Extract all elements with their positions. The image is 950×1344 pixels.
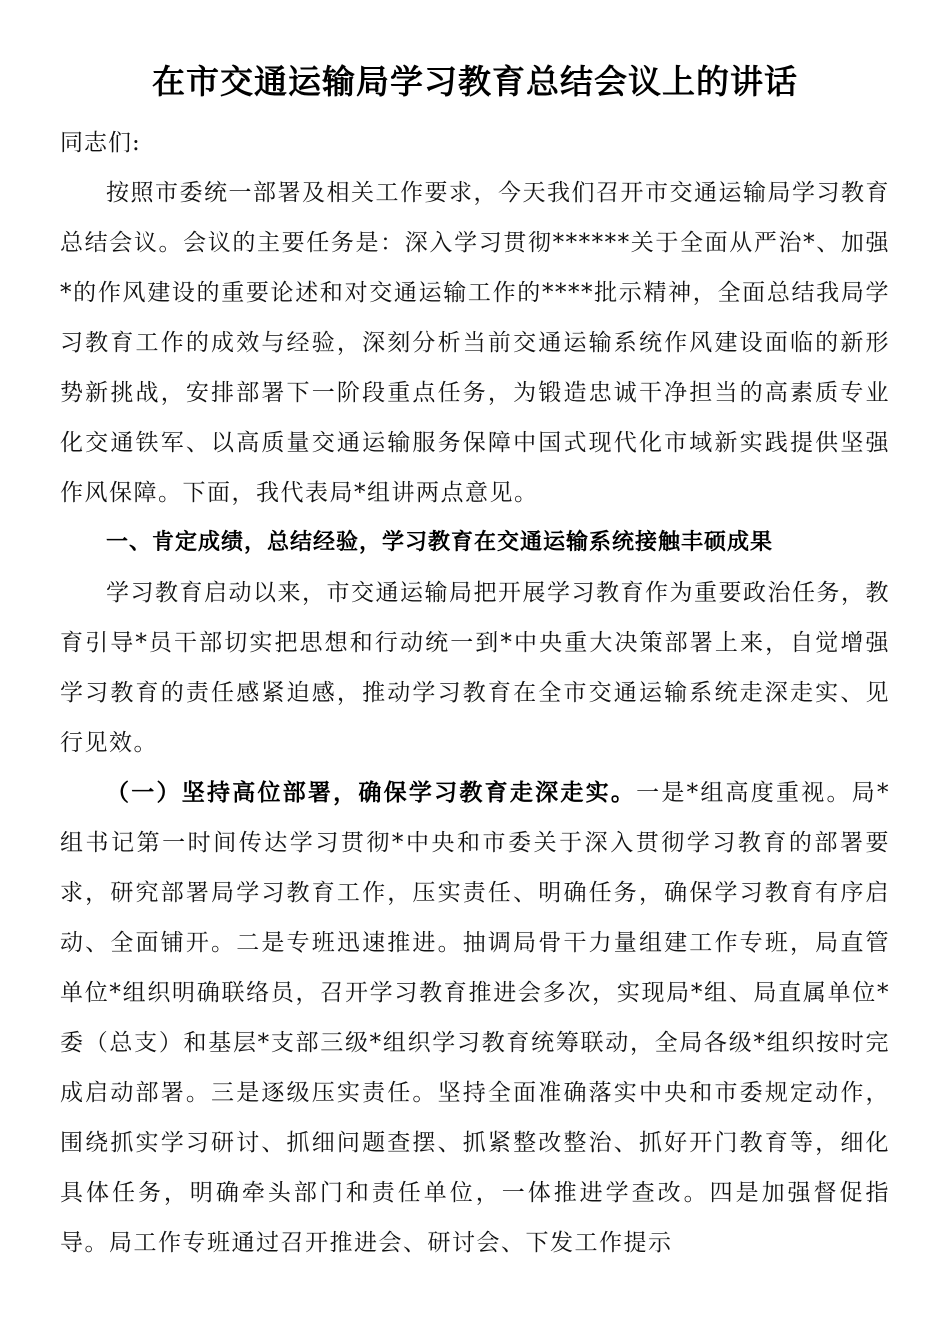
section-1-intro-paragraph: 学习教育启动以来，市交通运输局把开展学习教育作为重要政治任务，教育引导*员干部切实把思想和行动统一到*中央重大决策部署上来，自觉增强学习教育的责任感紧迫感，推动学习教育在全市交通运输系统走深走实、见行见效。 xyxy=(60,580,890,756)
intro-paragraph: 按照市委统一部署及相关工作要求，今天我们召开市交通运输局学习教育总结会议。会议的主要任务是：深入学习贯彻******关于全面从严治*、加强*的作风建设的重要论述和对交通运输工作的****批示精神，全面总结我局学习教育工作的成效与经验，深刻分析当前交通运输系统作风建设面临的新形势新挑战，安排部署下一阶段重点任务，为锻造忠诚干净担当的高素质专业化交通铁军、以高质量交通运输服务保障中国式现代化市域新实践提供坚强作风保障。下面，我代表局*组讲两点意见。 xyxy=(60,180,890,506)
subsection-1-body: 一是*组高度重视。局*组书记第一时间传达学习贯彻*中央和市委关于深入贯彻学习教育的部署要求，研究部署局学习教育工作，压实责任、明确任务，确保学习教育有序启动、全面铺开。二是专班迅速推进。抽调局骨干力量组建工作专班，局直管单位*组织明确联络员，召开学习教育推进会多次，实现局*组、局直属单位*委（总支）和基层*支部三级*组织学习教育统筹联动，全局各级*组织按时完成启动部署。三是逐级压实责任。坚持全面准确落实中央和市委规定动作，围绕抓实学习研讨、抓细问题查摆、抓紧整改整治、抓好开门教育等，细化具体任务，明确牵头部门和责任单位，一体推进学查改。四是加强督促指导。局工作专班通过召开推进会、研讨会、下发工作提示 xyxy=(60,780,891,1256)
subsection-1-lead: （一）坚持高位部署，确保学习教育走深走实。 xyxy=(106,780,637,806)
section-1-heading: 一、肯定成绩，总结经验，学习教育在交通运输系统接触丰硕成果 xyxy=(106,530,774,555)
subsection-1-paragraph xyxy=(60,768,890,1268)
document-title: 在市交通运输局学习教育总结会议上的讲话 xyxy=(152,62,798,101)
document-page xyxy=(60,52,890,1268)
salutation: 同志们: xyxy=(60,130,141,156)
